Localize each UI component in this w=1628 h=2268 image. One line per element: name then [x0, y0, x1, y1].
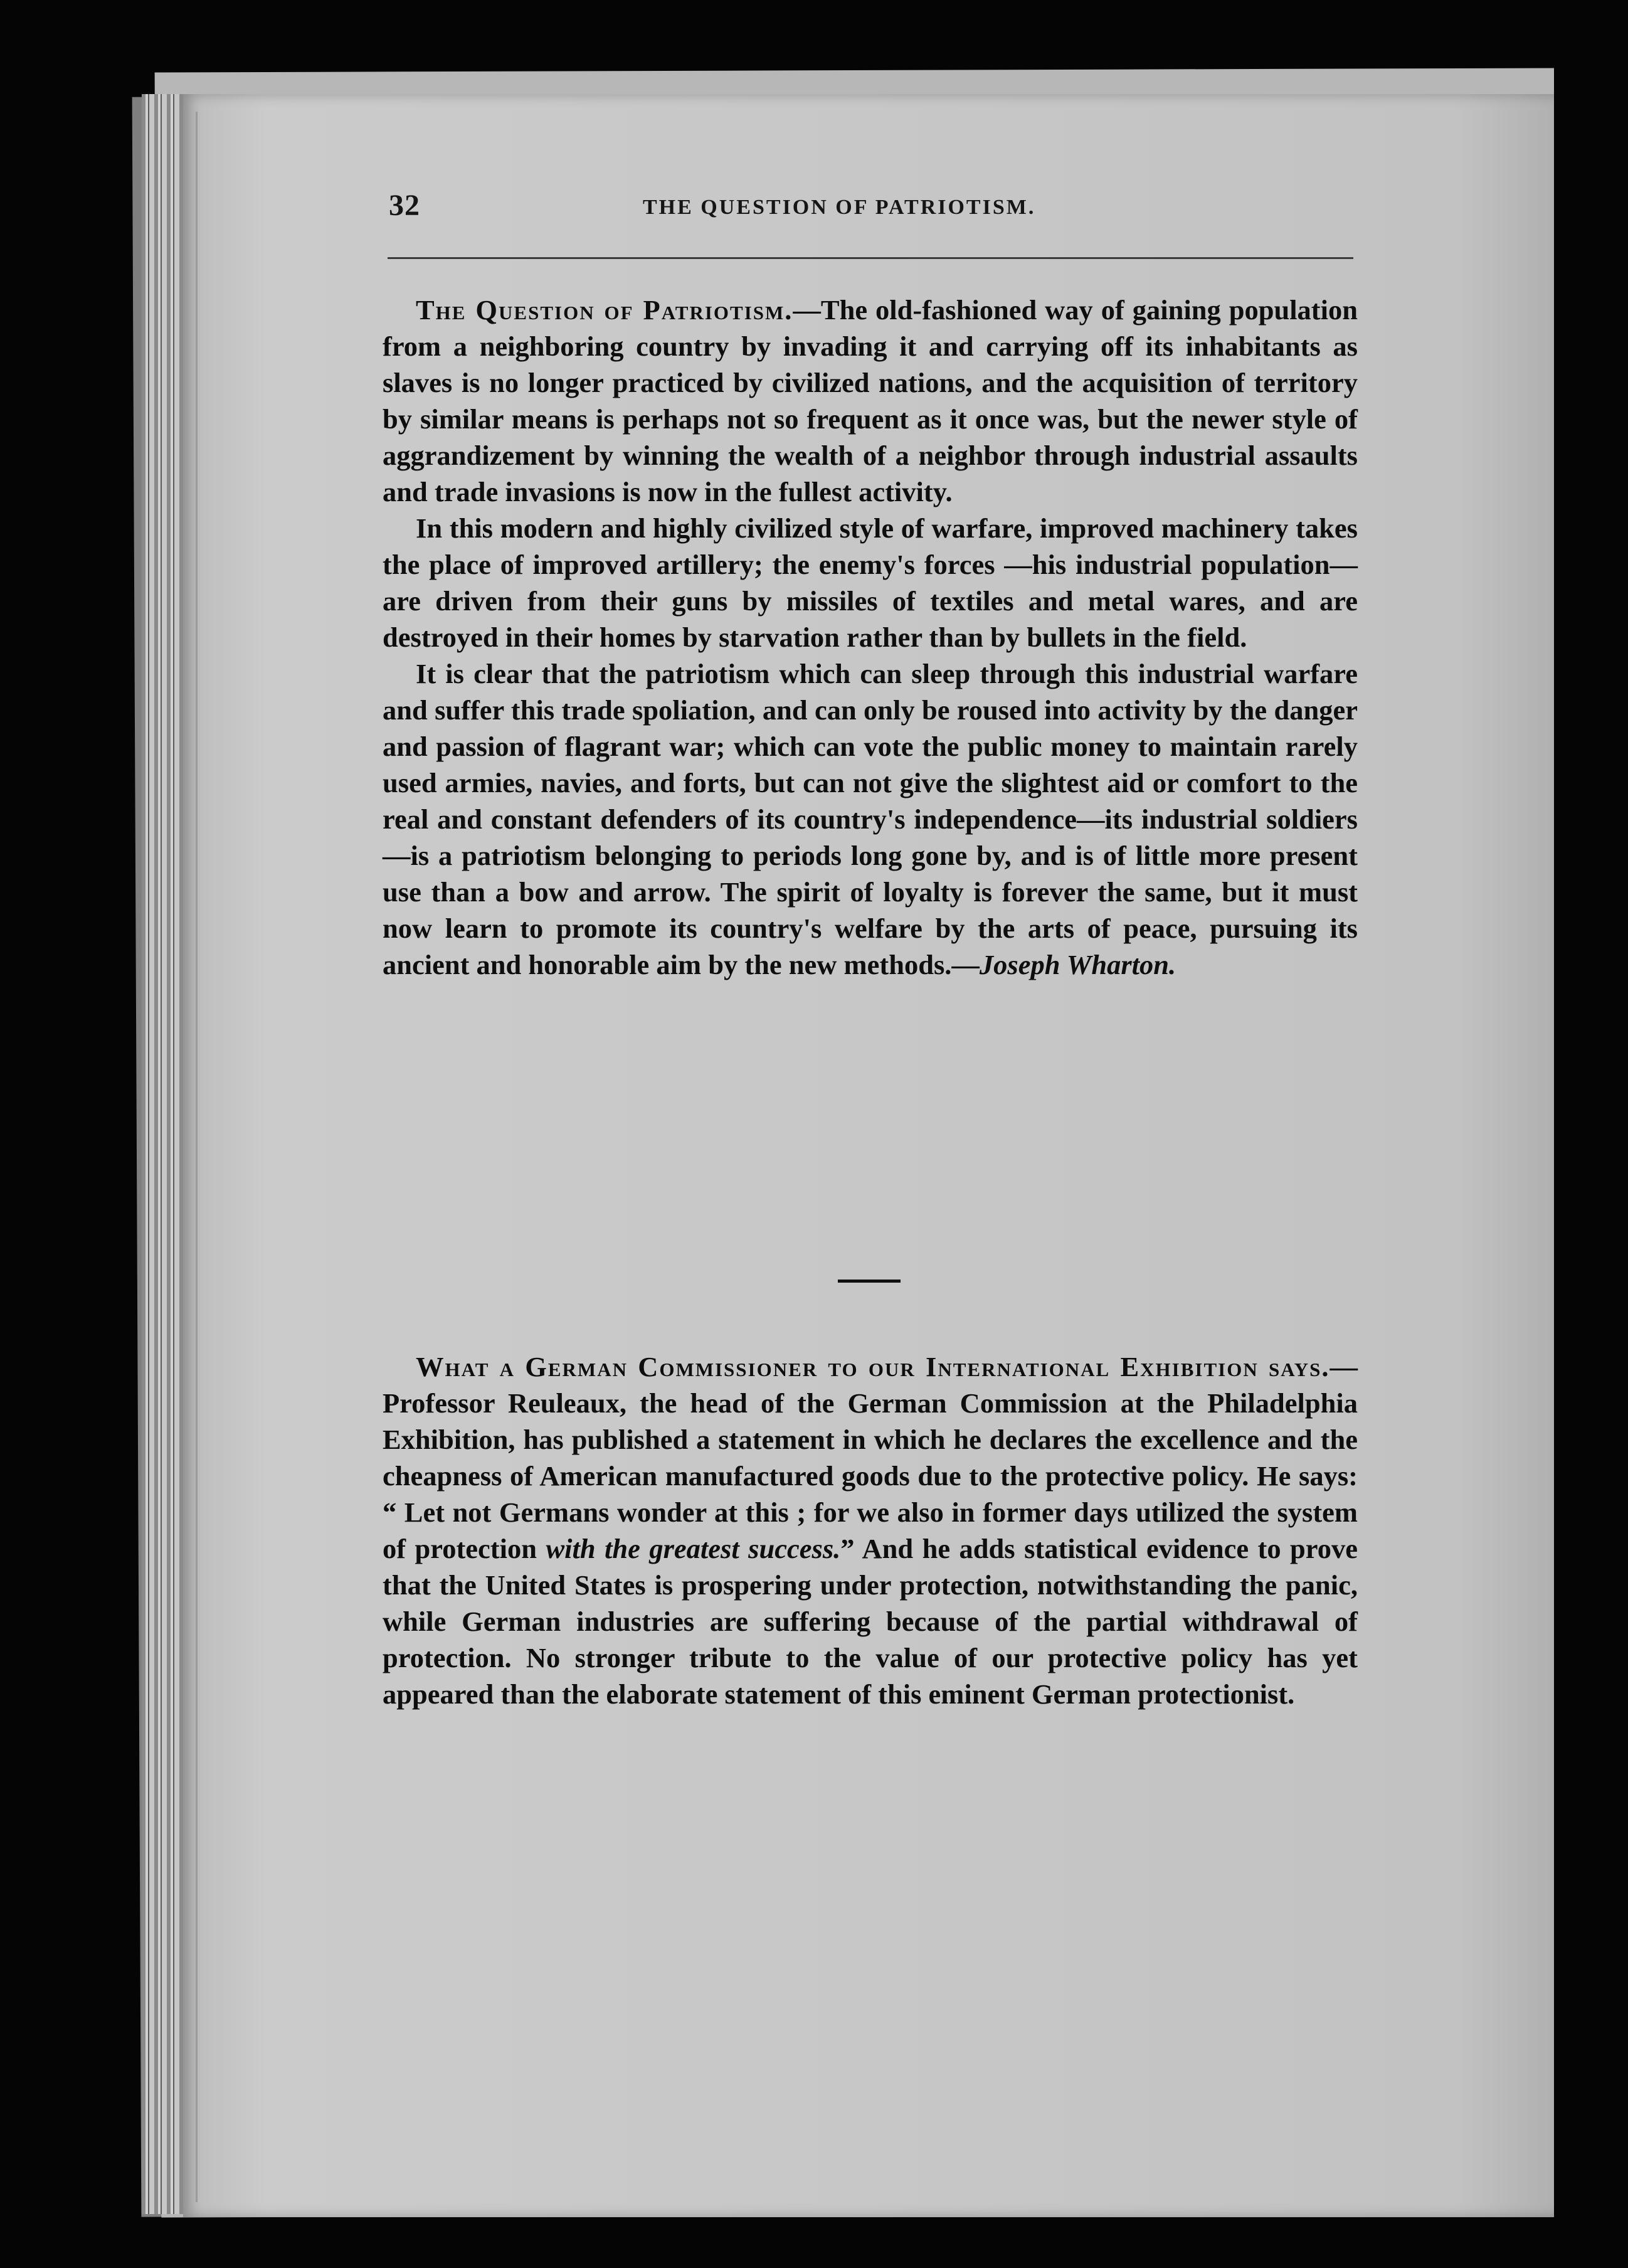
paragraph — [383, 655, 1358, 983]
paragraph-text: —Professor Reuleaux, the head of the German Commission at the Philadelphia Exhibition, has published a statement in which he declares the excellence and the cheapness of American manufactured goods due to the protective policy. He says: “ Let not Germans wonder at this ; for we also in former days utilized the system of protection — [383, 1351, 1358, 1564]
article-german-commissioner — [383, 1349, 1358, 1712]
author-signature: Joseph Wharton. — [979, 949, 1176, 980]
article-heading: What a German Commissioner to our International Exhibition says. — [416, 1351, 1330, 1382]
paragraph-text: It is clear that the patriotism which can sleep through this industrial warfare and suffer this trade spoliation, and can only be roused into activity by the danger and passion of flagrant war; which can vote the public money to maintain rarely used armies, navies, and forts, but can not give the slightest aid or comfort to the real and constant defenders of its country's independence—its industrial soldiers—is a patriotism belonging to periods long gone by, and is of little more present use than a bow and arrow. The spirit of loyalty is forever the same, but it must now learn to promote its country's welfare by the arts of peace, pursuing its ancient and honorable aim by the new methods.— — [383, 658, 1358, 980]
running-head: THE QUESTION OF PATRIOTISM. — [643, 196, 1036, 219]
paragraph — [383, 292, 1358, 510]
italic-text: with the greatest success. — [546, 1533, 841, 1564]
paragraph-text: —The old-fashioned way of gaining population from a neighboring country by invading it and carrying off its inhabitants as slaves is no longer practiced by civilized nations, and the acquisition of territory by similar means is perhaps not so frequent as it once was, but the newer style of aggrandizement by winning the wealth of a neighbor through industrial assaults and trade invasions is now in the fullest activity. — [383, 294, 1358, 507]
paragraph-text: ” And he adds statistical evidence to prove that the United States is prospering under protection, notwithstanding the panic, while German industries are suffering because of the partial withdrawal of protection. No stronger tribute to the value of our protective policy has yet appeared than the elaborate statement of this eminent German protectionist. — [383, 1533, 1358, 1710]
page-number: 32 — [389, 189, 420, 222]
article-patriotism — [383, 292, 1358, 983]
scan-background-bottom — [0, 2233, 1628, 2268]
header-rule — [388, 257, 1353, 259]
paragraph — [383, 1349, 1358, 1712]
paragraph: In this modern and highly civilized style of warfare, improved machinery takes the place of improved artillery; the enemy's forces —his industrial population—are driven from their guns by missiles of textiles and metal wares, and are destroyed in their homes by starvation rather than by bullets in the field. — [383, 512, 1358, 653]
page-header — [389, 188, 1568, 263]
section-divider — [838, 1280, 901, 1283]
article-heading: The Question of Patriotism. — [416, 294, 793, 326]
page-edges — [142, 94, 186, 2214]
scan-background-right — [1554, 0, 1628, 2268]
